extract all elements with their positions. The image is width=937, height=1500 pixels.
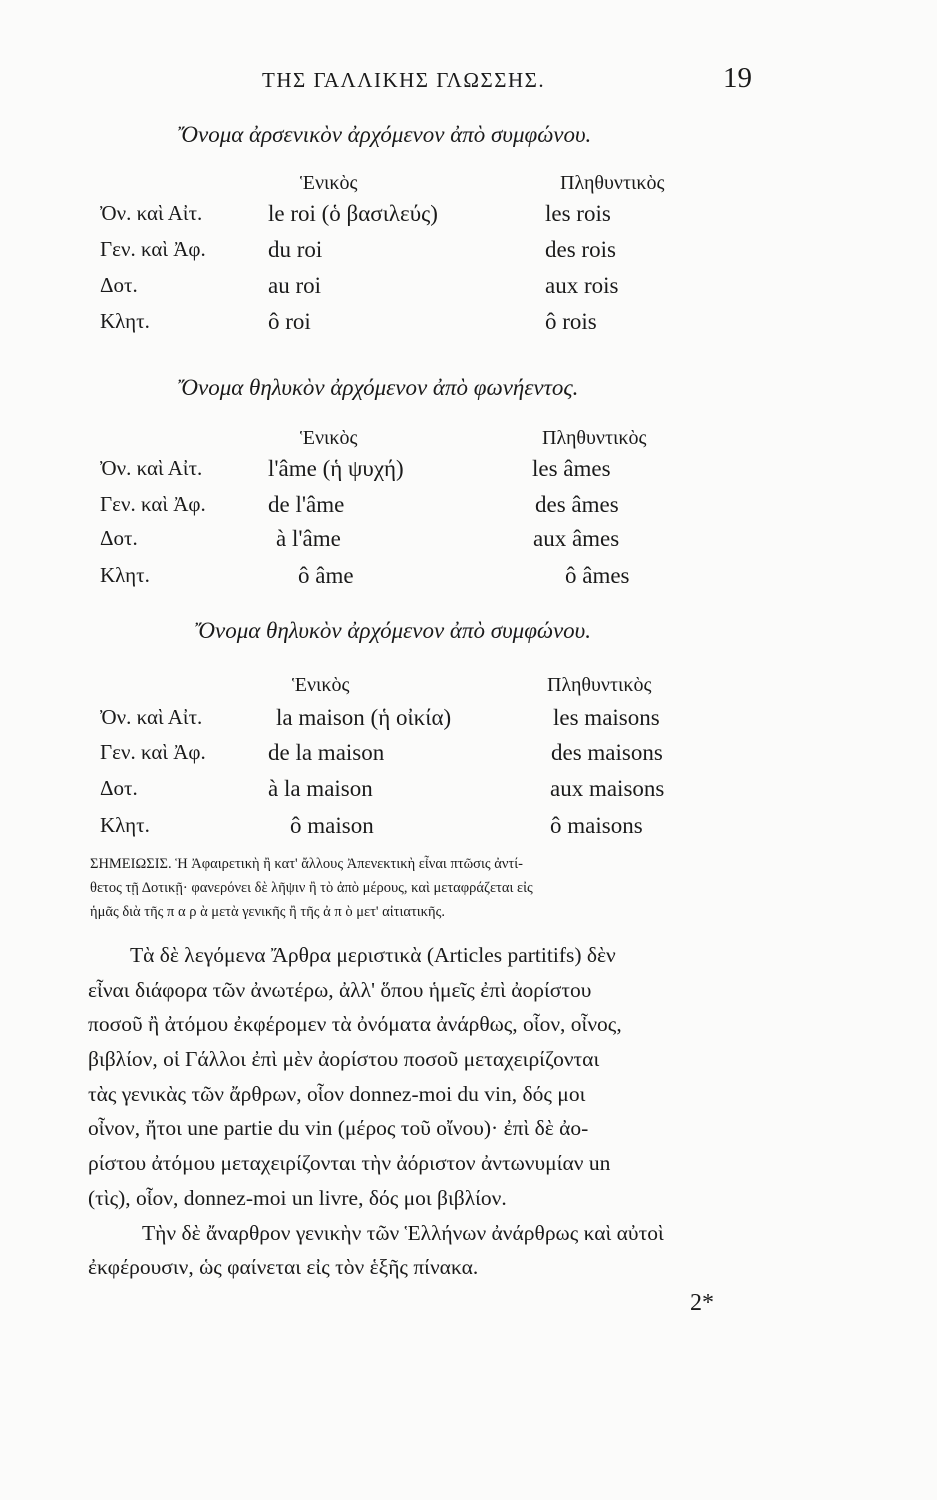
plural-header: Πληθυντικὸς [542,427,647,449]
singular-form: de l'âme [268,492,345,517]
footnote-remark [90,852,850,924]
table-row [0,813,937,849]
singular-form: ô roi [268,309,311,334]
table-2-heading: Ὄνομα θηλυκὸν ἀρχόμενον ἀπὸ φωνήεντος. [178,375,579,400]
note-line: ἡμᾶς διὰ τῆς π α ρ ὰ μετὰ γενικῆς ἢ τῆς ἀ π ὸ μετ' αἰτιατικῆς. [90,904,445,920]
text-line: εἶναι διάφορα τῶν ἀνωτέρω, ἀλλ' ὅπου ἡμεῖς ἐπὶ ἀορίστου [88,977,592,1002]
plural-form: les rois [545,201,611,226]
table-row [0,563,937,599]
text-line: βιβλίον, οἱ Γάλλοι ἐπὶ μὲν ἀορίστου ποσοῦ μεταχειρίζονται [88,1047,600,1072]
singular-form: de la maison [268,740,385,765]
case-label: Δοτ. [100,273,138,297]
singular-header: Ἑνικὸς [300,427,358,449]
note-line: ΣΗΜΕΙΩΣΙΣ. Ἡ Ἀφαιρετικὴ ἢ κατ' ἄλλους Ἀπενεκτικὴ εἶναι πτῶσις ἀντί- [90,856,523,872]
case-label: Γεν. καὶ Ἀφ. [100,740,206,764]
singular-header: Ἑνικὸς [300,172,358,194]
case-label: Κλητ. [100,563,150,587]
plural-form: ô âmes [565,563,630,588]
plural-form: des âmes [535,492,619,517]
table-1-heading: Ὄνομα ἀρσενικὸν ἀρχόμενον ἀπὸ συμφώνου. [178,122,592,147]
plural-form: aux rois [545,273,619,298]
singular-form: la maison (ἡ οἰκία) [276,705,452,730]
signature-mark: 2* [690,1290,714,1316]
case-label: Ὀν. καὶ Αἰτ. [100,201,203,225]
singular-header: Ἑνικὸς [292,674,350,696]
case-label: Δοτ. [100,776,138,800]
table-row [0,309,937,345]
case-label: Δοτ. [100,526,138,550]
text-line: Τὴν δὲ ἄναρθρον γενικὴν τῶν Ἑλλήνων ἀνάρθρως καὶ αὐτοὶ [142,1220,664,1245]
singular-form: l'âme (ἡ ψυχή) [268,456,404,481]
text-line: ρίστου ἀτόμου μεταχειρίζονται τὴν ἀόριστον ἀντωνυμίαν un [88,1151,611,1176]
singular-form: à l'âme [276,526,341,551]
plural-form: les maisons [553,705,660,730]
case-label: Κλητ. [100,813,150,837]
text-line: τὰς γενικὰς τῶν ἄρθρων, οἷον donnez-moi du vin, δός μοι [88,1081,586,1106]
table-row [0,776,937,812]
singular-form: du roi [268,237,323,262]
case-label: Γεν. καὶ Ἀφ. [100,492,206,516]
text-line: (τὶς), οἷον, donnez-moi un livre, δός μοι βιβλίον. [88,1185,507,1210]
table-row [0,492,937,528]
page-header [0,62,937,102]
note-line: θετος τῇ Δοτικῇ· φανερόνει δὲ λῆψιν ἢ τὸ ἀπὸ μέρους, καὶ μεταφράζεται εἰς [90,880,533,896]
plural-header: Πληθυντικὸς [560,172,665,194]
table-row [0,526,937,562]
table-row [0,237,937,273]
singular-form: le roi (ὁ βασιλεύς) [268,201,438,226]
body-paragraph [88,938,850,1285]
plural-form: des rois [545,237,616,262]
table-3-heading: Ὄνομα θηλυκὸν ἀρχόμενον ἀπὸ συμφώνου. [195,618,591,643]
singular-form: à la maison [268,776,373,801]
case-label: Κλητ. [100,309,150,333]
text-line: οἶνον, ἤτοι une partie du vin (μέρος τοῦ οἴνου)· ἐπὶ δὲ ἀο- [88,1116,589,1141]
case-label: Γεν. καὶ Ἀφ. [100,237,206,261]
plural-form: des maisons [551,740,663,765]
singular-form: au roi [268,273,322,298]
table-row [0,456,937,492]
running-title: ΤΗΣ ΓΑΛΛΙΚΗΣ ΓΛΩΣΣΗΣ. [262,68,546,92]
table-row [0,201,937,237]
plural-form: les âmes [532,456,611,481]
table-row [0,740,937,776]
plural-form: aux âmes [533,526,620,551]
text-line: ἐκφέρουσιν, ὡς φαίνεται εἰς τὸν ἑξῆς πίνακα. [88,1255,479,1280]
case-label: Ὀν. καὶ Αἰτ. [100,456,203,480]
plural-header: Πληθυντικὸς [547,674,652,696]
table-row [0,273,937,309]
plural-form: ô rois [545,309,597,334]
singular-form: ô maison [290,813,374,838]
page-number: 19 [723,62,752,94]
plural-form: ô maisons [550,813,643,838]
text-line: Τὰ δὲ λεγόμενα Ἄρθρα μεριστικὰ (Articles partitifs) δὲν [130,943,616,967]
text-line: ποσοῦ ἢ ἀτόμου ἐκφέρομεν τὰ ὀνόματα ἀνάρθως, οἷον, οἶνος, [88,1012,622,1037]
table-row [0,705,937,741]
case-label: Ὀν. καὶ Αἰτ. [100,705,203,729]
plural-form: aux maisons [550,776,665,801]
singular-form: ô âme [298,563,354,588]
